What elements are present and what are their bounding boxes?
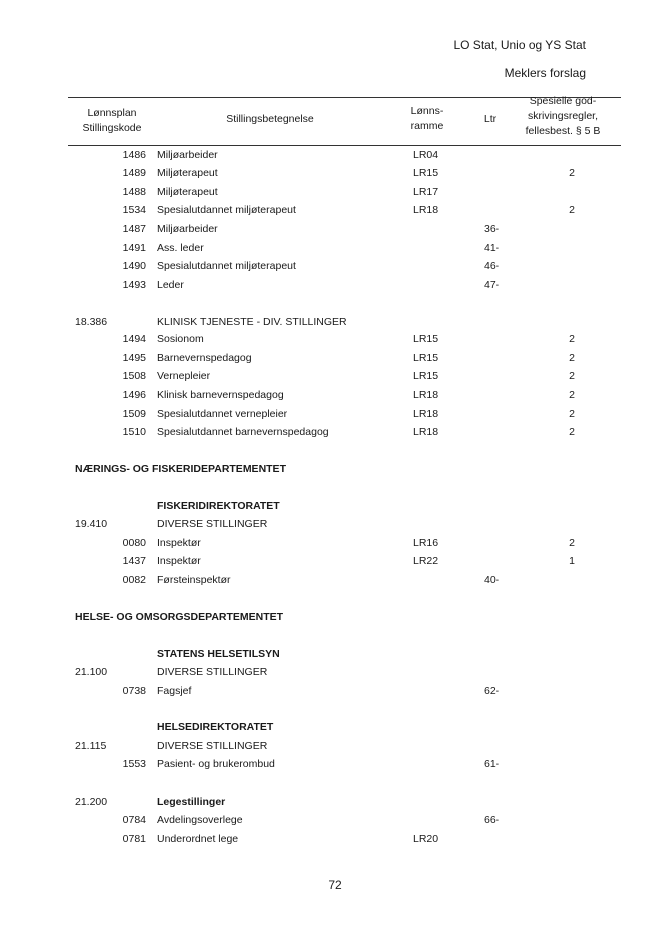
stillingsbetegnelse-cell: Legestillinger bbox=[157, 796, 226, 808]
lonnsramme-cell: LR20 bbox=[413, 833, 439, 845]
department-heading: HELSE- OG OMSORGSDEPARTEMENTET bbox=[75, 611, 284, 623]
lonnsramme-cell: LR22 bbox=[413, 555, 439, 567]
table-row bbox=[0, 350, 670, 366]
stillingsbetegnelse-cell: DIVERSE STILLINGER bbox=[157, 666, 268, 678]
stillingskode-cell: 0082 bbox=[122, 574, 146, 586]
spesielle-cell: 2 bbox=[569, 408, 575, 420]
table-row bbox=[0, 165, 670, 181]
stillingskode-cell: 1486 bbox=[122, 149, 146, 161]
stillingskode-cell: 0781 bbox=[122, 833, 146, 845]
stillingsbetegnelse-cell: Klinisk barnevernspedagog bbox=[157, 389, 284, 401]
stillingskode-cell: 1494 bbox=[122, 333, 146, 345]
department-heading: NÆRINGS- OG FISKERIDEPARTEMENTET bbox=[75, 463, 286, 475]
stillingsbetegnelse-cell: Inspektør bbox=[157, 555, 201, 567]
col-ramme-line2: ramme bbox=[410, 120, 444, 132]
table-row bbox=[0, 756, 670, 772]
table-row bbox=[0, 719, 670, 735]
stillingsbetegnelse-cell: Barnevernspedagog bbox=[157, 352, 252, 364]
table-row bbox=[0, 812, 670, 828]
stillingsbetegnelse-cell: FISKERIDIREKTORATET bbox=[157, 500, 280, 512]
ltr-cell: 47- bbox=[484, 279, 500, 291]
table-row bbox=[0, 147, 670, 163]
stillingsbetegnelse-cell: Sosionom bbox=[157, 333, 204, 345]
lonnsramme-cell: LR16 bbox=[413, 537, 439, 549]
table-row bbox=[0, 314, 670, 330]
lonnsramme-cell: LR18 bbox=[413, 389, 439, 401]
stillingsbetegnelse-cell: STATENS HELSETILSYN bbox=[157, 648, 280, 660]
spesielle-cell: 2 bbox=[569, 167, 575, 179]
ltr-cell: 61- bbox=[484, 758, 500, 770]
stillingskode-cell: 1510 bbox=[122, 426, 146, 438]
stillingskode-cell: 1491 bbox=[122, 242, 146, 254]
table-row bbox=[0, 498, 670, 514]
stillingskode-cell: 1489 bbox=[122, 167, 146, 179]
spesielle-cell: 2 bbox=[569, 389, 575, 401]
stillingsbetegnelse-cell: Spesialutdannet miljøterapeut bbox=[157, 204, 296, 216]
stillingskode-cell: 0080 bbox=[122, 537, 146, 549]
stillingsbetegnelse-cell: Vernepleier bbox=[157, 370, 211, 382]
lonnsramme-cell: LR18 bbox=[413, 204, 439, 216]
table-row bbox=[0, 516, 670, 532]
stillingsbetegnelse-cell: KLINISK TJENESTE - DIV. STILLINGER bbox=[157, 316, 347, 328]
lonnsramme-cell: LR04 bbox=[413, 149, 439, 161]
table-row bbox=[0, 535, 670, 551]
stillingsbetegnelse-cell: Miljøterapeut bbox=[157, 167, 218, 179]
ltr-cell: 66- bbox=[484, 814, 500, 826]
spesielle-cell: 2 bbox=[569, 333, 575, 345]
lonnsplan-cell: 21.115 bbox=[75, 740, 107, 752]
stillingsbetegnelse-cell: Inspektør bbox=[157, 537, 201, 549]
lonnsplan-cell: 19.410 bbox=[75, 518, 108, 530]
stillingsbetegnelse-cell: DIVERSE STILLINGER bbox=[157, 740, 268, 752]
stillingsbetegnelse-cell: Avdelingsoverlege bbox=[157, 814, 243, 826]
stillingsbetegnelse-cell: Leder bbox=[157, 279, 184, 291]
stillingskode-cell: 1487 bbox=[122, 223, 146, 235]
stillingsbetegnelse-cell: Underordnet lege bbox=[157, 833, 239, 845]
lonnsramme-cell: LR15 bbox=[413, 167, 439, 179]
table-row bbox=[0, 184, 670, 200]
col-spec-line1: Spesielle god- bbox=[529, 95, 597, 107]
stillingsbetegnelse-cell: DIVERSE STILLINGER bbox=[157, 518, 268, 530]
table-row bbox=[0, 572, 670, 588]
lonnsramme-cell: LR18 bbox=[413, 426, 439, 438]
table-row bbox=[0, 240, 670, 256]
stillingsbetegnelse-cell: HELSEDIREKTORATET bbox=[157, 721, 274, 733]
stillingskode-cell: 1495 bbox=[122, 352, 146, 364]
stillingsbetegnelse-cell: Miljøarbeider bbox=[157, 223, 218, 235]
lonnsramme-cell: LR18 bbox=[413, 408, 439, 420]
col-lonnsplan-line1: Lønnsplan bbox=[87, 107, 137, 119]
ltr-cell: 36- bbox=[484, 223, 500, 235]
table-row bbox=[0, 277, 670, 293]
stillingsbetegnelse-cell: Spesialutdannet vernepleier bbox=[157, 408, 288, 420]
stillingsbetegnelse-cell: Pasient- og brukerombud bbox=[157, 758, 275, 770]
col-ramme-line1: Lønns- bbox=[410, 105, 444, 117]
table-row bbox=[0, 553, 670, 569]
stillingskode-cell: 1534 bbox=[122, 204, 146, 216]
col-spec-line3: fellesbest. § 5 B bbox=[525, 125, 601, 137]
stillingskode-cell: 1490 bbox=[122, 260, 146, 272]
ltr-cell: 41- bbox=[484, 242, 500, 254]
spesielle-cell: 2 bbox=[569, 204, 575, 216]
table-row bbox=[0, 738, 670, 754]
table-row bbox=[0, 424, 670, 440]
stillingskode-cell: 0738 bbox=[122, 685, 146, 697]
stillingsbetegnelse-cell: Fagsjef bbox=[157, 685, 192, 697]
stillingskode-cell: 1493 bbox=[122, 279, 146, 291]
table-row bbox=[0, 258, 670, 274]
lonnsramme-cell: LR15 bbox=[413, 352, 439, 364]
col-spec-line2: skrivingsregler, bbox=[527, 110, 599, 122]
header-union: LO Stat, Unio og YS Stat bbox=[453, 38, 586, 52]
spesielle-cell: 1 bbox=[569, 555, 575, 567]
table-row bbox=[0, 331, 670, 347]
ltr-cell: 40- bbox=[484, 574, 500, 586]
stillingsbetegnelse-cell: Miljøterapeut bbox=[157, 186, 218, 198]
stillingskode-cell: 1437 bbox=[122, 555, 146, 567]
lonnsramme-cell: LR17 bbox=[413, 186, 439, 198]
table-row bbox=[0, 387, 670, 403]
lonnsplan-cell: 21.100 bbox=[75, 666, 108, 678]
stillingskode-cell: 1496 bbox=[122, 389, 146, 401]
table-row bbox=[0, 794, 670, 810]
col-lonnsplan-line2: Stillingskode bbox=[82, 122, 142, 134]
ltr-cell: 46- bbox=[484, 260, 500, 272]
table-row bbox=[0, 646, 670, 662]
stillingsbetegnelse-cell: Miljøarbeider bbox=[157, 149, 218, 161]
col-title-header: Stillingsbetegnelse bbox=[226, 113, 314, 125]
stillingskode-cell: 1509 bbox=[122, 408, 146, 420]
stillingskode-cell: 1553 bbox=[122, 758, 146, 770]
header-proposal: Meklers forslag bbox=[504, 66, 586, 80]
stillingskode-cell: 1488 bbox=[122, 186, 146, 198]
table-row bbox=[0, 683, 670, 699]
page-number: 72 bbox=[328, 878, 342, 892]
lonnsramme-cell: LR15 bbox=[413, 333, 439, 345]
table-row bbox=[0, 368, 670, 384]
lonnsramme-cell: LR15 bbox=[413, 370, 439, 382]
lonnsplan-cell: 21.200 bbox=[75, 796, 108, 808]
ltr-cell: 62- bbox=[484, 685, 500, 697]
spesielle-cell: 2 bbox=[569, 426, 575, 438]
stillingsbetegnelse-cell: Ass. leder bbox=[157, 242, 204, 254]
table-row bbox=[0, 202, 670, 218]
stillingskode-cell: 1508 bbox=[122, 370, 146, 382]
stillingsbetegnelse-cell: Spesialutdannet miljøterapeut bbox=[157, 260, 296, 272]
spesielle-cell: 2 bbox=[569, 370, 575, 382]
stillingsbetegnelse-cell: Førsteinspektør bbox=[157, 574, 231, 586]
table-row bbox=[0, 406, 670, 422]
stillingsbetegnelse-cell: Spesialutdannet barnevernspedagog bbox=[157, 426, 329, 438]
stillingskode-cell: 0784 bbox=[122, 814, 146, 826]
table-row bbox=[0, 664, 670, 680]
spesielle-cell: 2 bbox=[569, 352, 575, 364]
lonnsplan-cell: 18.386 bbox=[75, 316, 108, 328]
table-row bbox=[0, 221, 670, 237]
col-ltr-header: Ltr bbox=[483, 113, 497, 125]
table-row bbox=[0, 831, 670, 847]
spesielle-cell: 2 bbox=[569, 537, 575, 549]
